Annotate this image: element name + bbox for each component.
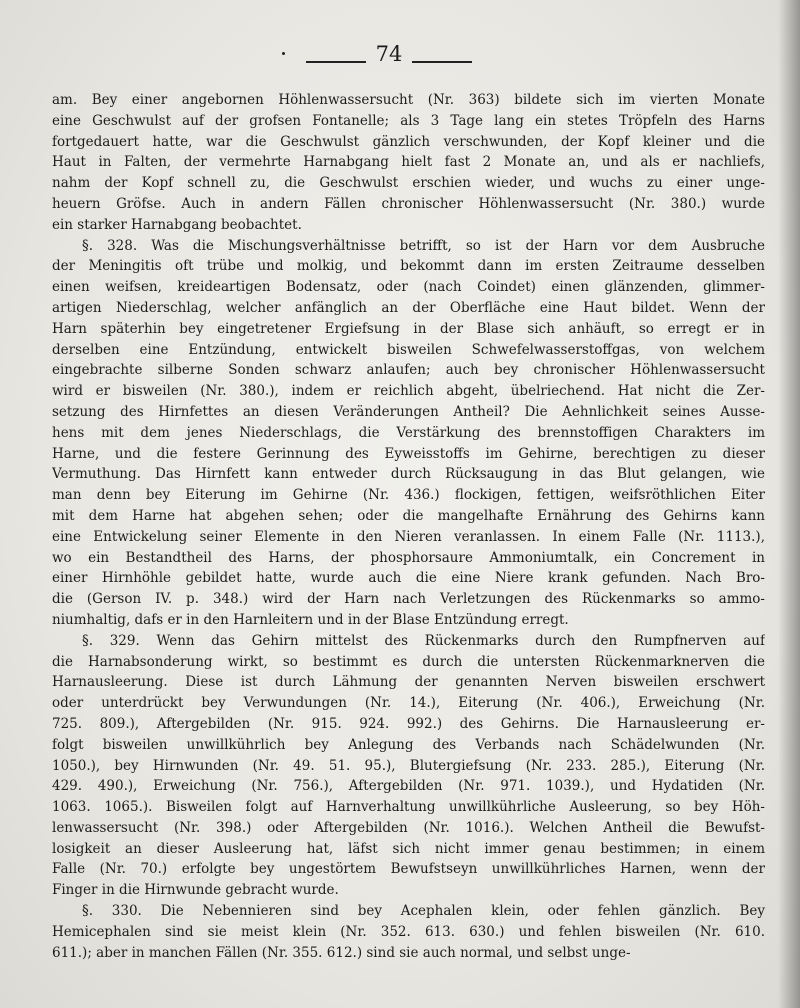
text-line: wo ein Bestandtheil des Harns, der phosphorsaure Ammoniumtalk, ein Concrement in (52, 549, 765, 566)
text-line: wird er bisweilen (Nr. 380.), indem er reichlich abgeht, übelriechend. Hat nicht die Zer- (52, 383, 765, 400)
header-rule-right (412, 61, 472, 63)
text-line: Hemicephalen sind sie meist klein (Nr. 352. 613. 630.) und fehlen bisweilen (Nr. 610. (52, 923, 765, 940)
text-line: oder unterdrückt bey Verwundungen (Nr. 14.), Eiterung (Nr. 406.), Erweichung (Nr. (52, 695, 765, 712)
page-number: 74 (375, 42, 403, 66)
text-line: fortgedauert hatte, war die Geschwulst gänzlich verschwunden, der Kopf kleiner und die (52, 133, 765, 150)
text-line: Harne, und die festere Gerinnung des Eyweisstoffs im Gehirne, berechtigen zu dieser (52, 445, 765, 462)
text-line: Vermuthung. Das Hirnfett kann entweder durch Rücksaugung in das Blut gelangen, wie (52, 466, 765, 483)
text-line: Falle (Nr. 70.) erfolgte bey ungestörtem Bewufstseyn unwillkührliches Harnen, wenn der (52, 861, 765, 878)
text-line: artigen Niederschlag, welcher anfänglich an der Oberfläche eine Haut bildet. Wenn der (52, 299, 765, 316)
text-line: eine Entwickelung seiner Elemente in den Nieren veranlassen. In einem Falle (Nr. 1113.), (52, 528, 765, 545)
text-line: Finger in die Hirnwunde gebracht wurde. (52, 882, 339, 899)
text-line: die Harnabsonderung wirkt, so bestimmt es durch die untersten Rückenmarknerven die (52, 653, 765, 670)
text-line: losigkeit an dieser Ausleerung hat, läfst sich nicht immer genau bestimmen; in einem (52, 840, 765, 857)
text-line: die (Gerson IV. p. 348.) wird der Harn nach Verletzungen des Rückenmarks so ammo- (52, 591, 765, 608)
text-line: Harnausleerung. Diese ist durch Lähmung der genannten Nerven bisweilen erschwert (52, 674, 765, 691)
text-line: einer Hirnhöhle gebildet hatte, wurde auch die eine Niere krank gefunden. Nach Bro- (52, 570, 765, 587)
text-line: §. 328. Was die Mischungsverhältnisse betrifft, so ist der Harn vor dem Ausbruche (82, 237, 765, 254)
text-line: §. 330. Die Nebennieren sind bey Acephalen klein, oder fehlen gänzlich. Bey (82, 903, 765, 920)
text-line: nahm der Kopf schnell zu, die Geschwulst erschien wieder, und wuchs zu einer unge- (52, 175, 765, 192)
text-line: 429. 490.), Erweichung (Nr. 756.), Aftergebilden (Nr. 971. 1039.), und Hydatiden (Nr. (52, 778, 765, 795)
page-header (0, 38, 800, 68)
text-line: derselben eine Entzündung, entwickelt bisweilen Schwefelwasserstoffgas, von welchem (52, 341, 765, 358)
paragraph-p328 (52, 236, 765, 631)
paragraph-p0 (52, 90, 765, 236)
text-line: Harn späterhin bey eingetretener Ergiefsung in der Blase sich anhäuft, so erregt er in (52, 320, 765, 337)
paragraph-p329 (52, 631, 765, 901)
header-dot (282, 52, 285, 55)
text-line: der Meningitis oft trübe und molkig, und bekommt dann im ersten Zeitraume desselben (52, 258, 765, 275)
text-line: setzung des Hirnfettes an diesen Veränderungen Antheil? Die Aehnlichkeit seines Ausse- (52, 403, 765, 420)
text-line: lenwassersucht (Nr. 398.) oder Aftergebilden (Nr. 1016.). Welchen Antheil die Bewufst- (52, 819, 765, 836)
text-line: heuern Gröfse. Auch in andern Fällen chronischer Höhlenwassersucht (Nr. 380.) wurde (52, 195, 765, 212)
text-line: eingebrachte silberne Sonden schwarz anlaufen; auch bey chronischer Höhlenwassersucht (52, 362, 765, 379)
body-text (52, 90, 765, 963)
text-line: 611.); aber in manchen Fällen (Nr. 355. 612.) sind sie auch normal, und selbst unge- (52, 944, 631, 961)
text-line: 1050.), bey Hirnwunden (Nr. 49. 51. 95.), Blutergiefsung (Nr. 233. 285.), Eiterung (Nr. (52, 757, 765, 774)
paragraph-p330 (52, 901, 765, 963)
text-line: hens mit dem jenes Niederschlags, die Verstärkung des brennstoffigen Charakters im (52, 424, 765, 441)
text-line: mit dem Harne hat abgehen sehen; oder die mangelhafte Ernährung des Gehirns kann (52, 507, 765, 524)
text-line: 1063. 1065.). Bisweilen folgt auf Harnverhaltung unwillkührliche Ausleerung, so bey Höh- (52, 799, 765, 816)
text-line: eine Geschwulst auf der grofsen Fontanelle; als 3 Tage lang ein stetes Tröpfeln des Harns (52, 112, 765, 129)
text-line: einen weifsen, kreideartigen Bodensatz, oder (nach Coindet) einen glänzenden, glimmer- (52, 279, 765, 296)
header-rule-left (306, 61, 366, 63)
text-line: 725. 809.), Aftergebilden (Nr. 915. 924. 992.) des Gehirns. Die Harnausleerung er- (52, 715, 765, 732)
page-edge-shadow (778, 0, 800, 1008)
text-line: ein starker Harnabgang beobachtet. (52, 216, 302, 233)
text-line: folgt bisweilen unwillkührlich bey Anlegung des Verbands nach Schädelwunden (Nr. (52, 736, 765, 753)
text-line: man denn bey Eiterung im Gehirne (Nr. 436.) flockigen, fettigen, weifsröthlichen Eiter (52, 487, 765, 504)
text-line: am. Bey einer angebornen Höhlenwassersucht (Nr. 363) bildete sich im vierten Monate (52, 92, 765, 108)
text-line: §. 329. Wenn das Gehirn mittelst des Rückenmarks durch den Rumpfnerven auf (82, 632, 765, 649)
text-line: niumhaltig, dafs er in den Harnleitern und in der Blase Entzündung erregt. (52, 611, 569, 628)
text-line: Haut in Falten, der vermehrte Harnabgang hielt fast 2 Monate an, und als er nachliefs, (52, 154, 765, 171)
